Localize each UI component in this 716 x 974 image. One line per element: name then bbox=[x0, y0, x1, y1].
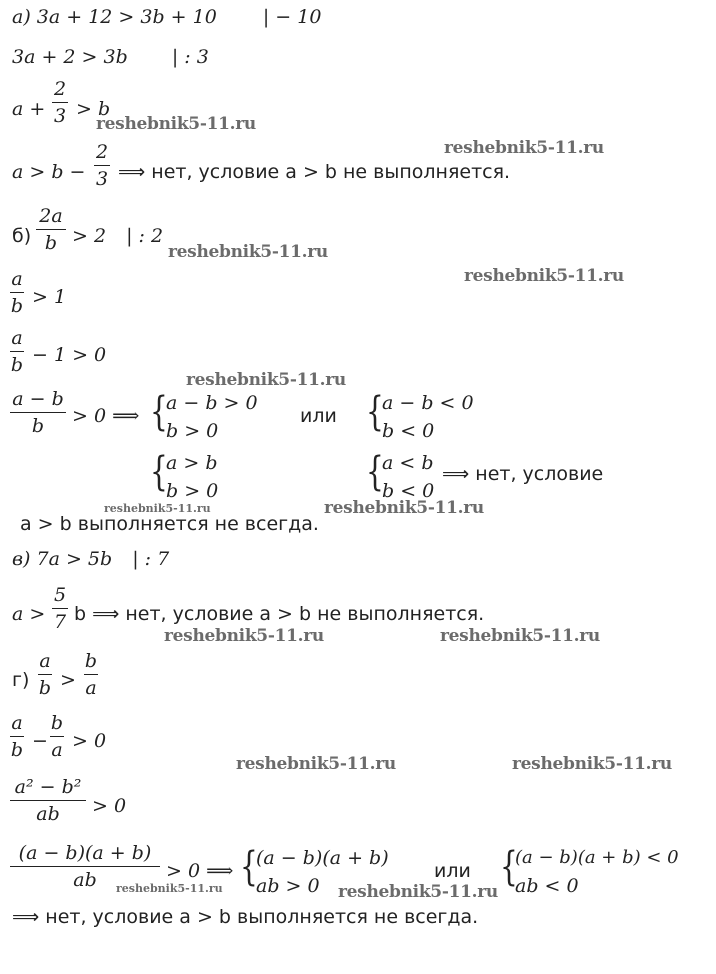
part-g-line-1-fraction-2: b a bbox=[84, 650, 98, 699]
system-brace: { bbox=[150, 389, 168, 435]
part-g-or: или bbox=[434, 860, 471, 882]
part-g-system-2-row-2: ab < 0 bbox=[515, 875, 579, 897]
part-v-line-1: в) 7a > 5b | : 7 bbox=[12, 548, 170, 570]
watermark: reshebnik5-11.ru bbox=[444, 138, 604, 158]
system-brace: { bbox=[366, 449, 384, 495]
part-g-line-3-post: > 0 bbox=[92, 795, 127, 817]
part-g-system-1-row-1: (a − b)(a + b) bbox=[256, 847, 389, 869]
system-brace: { bbox=[240, 844, 258, 890]
watermark: reshebnik5-11.ru bbox=[104, 502, 211, 515]
part-g-system-1-row-2: ab > 0 bbox=[256, 875, 320, 897]
watermark: reshebnik5-11.ru bbox=[164, 626, 324, 646]
part-b-system-3-row-2: b > 0 bbox=[166, 480, 219, 502]
part-g-line-2-post: > 0 bbox=[72, 730, 107, 752]
watermark: reshebnik5-11.ru bbox=[186, 370, 346, 390]
watermark: reshebnik5-11.ru bbox=[440, 626, 600, 646]
part-b-or: или bbox=[300, 405, 337, 427]
part-g-line-3-fraction: a² − b² ab bbox=[10, 776, 86, 825]
watermark: reshebnik5-11.ru bbox=[464, 266, 624, 286]
watermark: reshebnik5-11.ru bbox=[512, 754, 672, 774]
part-g-system-2-row-1: (a − b)(a + b) < 0 bbox=[515, 847, 679, 868]
part-b-line-4-post: > 0 ⟹ bbox=[72, 405, 140, 427]
part-g-line-4-post: > 0 ⟹ bbox=[166, 860, 234, 882]
part-a-line-4-fraction: 2 3 bbox=[95, 141, 109, 190]
part-b-line-4-fraction: a − b b bbox=[10, 388, 66, 437]
part-b-line-1-fraction: 2a b bbox=[36, 205, 66, 254]
part-a-line-1: а) 3a + 12 > 3b + 10 | − 10 bbox=[12, 6, 322, 28]
part-b-line-3-post: − 1 > 0 bbox=[32, 344, 107, 366]
part-g-conclusion: ⟹ нет, условие a > b выполняется не всегда. bbox=[12, 906, 479, 928]
watermark: reshebnik5-11.ru bbox=[116, 882, 223, 895]
part-a-line-2: 3a + 2 > 3b | : 3 bbox=[12, 46, 209, 68]
part-v-line-2-fraction: 5 7 bbox=[53, 584, 67, 633]
watermark: reshebnik5-11.ru bbox=[324, 498, 484, 518]
part-b-line-3-fraction: a b bbox=[10, 327, 24, 376]
part-a-line-3-fraction: 2 3 bbox=[53, 78, 67, 127]
part-g-line-1-fraction-1: a b bbox=[38, 650, 52, 699]
part-b-line-1-post: > 2 | : 2 bbox=[72, 225, 164, 247]
watermark: reshebnik5-11.ru bbox=[236, 754, 396, 774]
watermark: reshebnik5-11.ru bbox=[168, 242, 328, 262]
part-a-line-3-post: > b bbox=[76, 98, 111, 120]
part-b-system-2-row-2: b < 0 bbox=[382, 420, 435, 442]
part-g-line-2-fraction-1: a b bbox=[10, 712, 24, 761]
part-b-label: б) bbox=[12, 225, 32, 247]
part-b-system-1-row-2: b > 0 bbox=[166, 420, 219, 442]
watermark: reshebnik5-11.ru bbox=[338, 882, 498, 902]
part-b-system-2-row-1: a − b < 0 bbox=[382, 392, 474, 414]
part-a-line-3-pre: a + bbox=[12, 98, 46, 120]
watermark: reshebnik5-11.ru bbox=[96, 114, 256, 134]
system-brace: { bbox=[366, 389, 384, 435]
part-b-conclusion: a > b выполняется не всегда. bbox=[20, 513, 319, 535]
part-g-line-1-operator: > bbox=[60, 669, 76, 691]
part-a-line-4-pre: a > b − bbox=[12, 161, 86, 183]
part-b-system-4-conclusion: ⟹ нет, условие bbox=[442, 463, 604, 485]
system-brace: { bbox=[500, 844, 518, 890]
part-g-label: г) bbox=[12, 669, 30, 691]
part-b-system-4-row-1: a < b bbox=[382, 452, 434, 474]
part-b-system-3-row-1: a > b bbox=[166, 452, 218, 474]
part-b-system-1-row-1: a − b > 0 bbox=[166, 392, 258, 414]
part-g-line-4-fraction: (a − b)(a + b) ab bbox=[10, 842, 160, 891]
system-brace: { bbox=[150, 449, 168, 495]
part-g-line-2-fraction-2: b a bbox=[50, 712, 64, 761]
part-v-line-2-pre: a > bbox=[12, 603, 46, 625]
part-b-line-2-fraction: a b bbox=[10, 268, 24, 317]
part-b-system-4-row-2: b < 0 bbox=[382, 480, 435, 502]
part-v-conclusion: b ⟹ нет, условие a > b не выполняется. bbox=[74, 603, 485, 625]
part-a-conclusion: ⟹ нет, условие a > b не выполняется. bbox=[118, 161, 511, 183]
part-b-line-2-post: > 1 bbox=[32, 286, 67, 308]
part-g-line-2-operator: − bbox=[32, 730, 48, 752]
